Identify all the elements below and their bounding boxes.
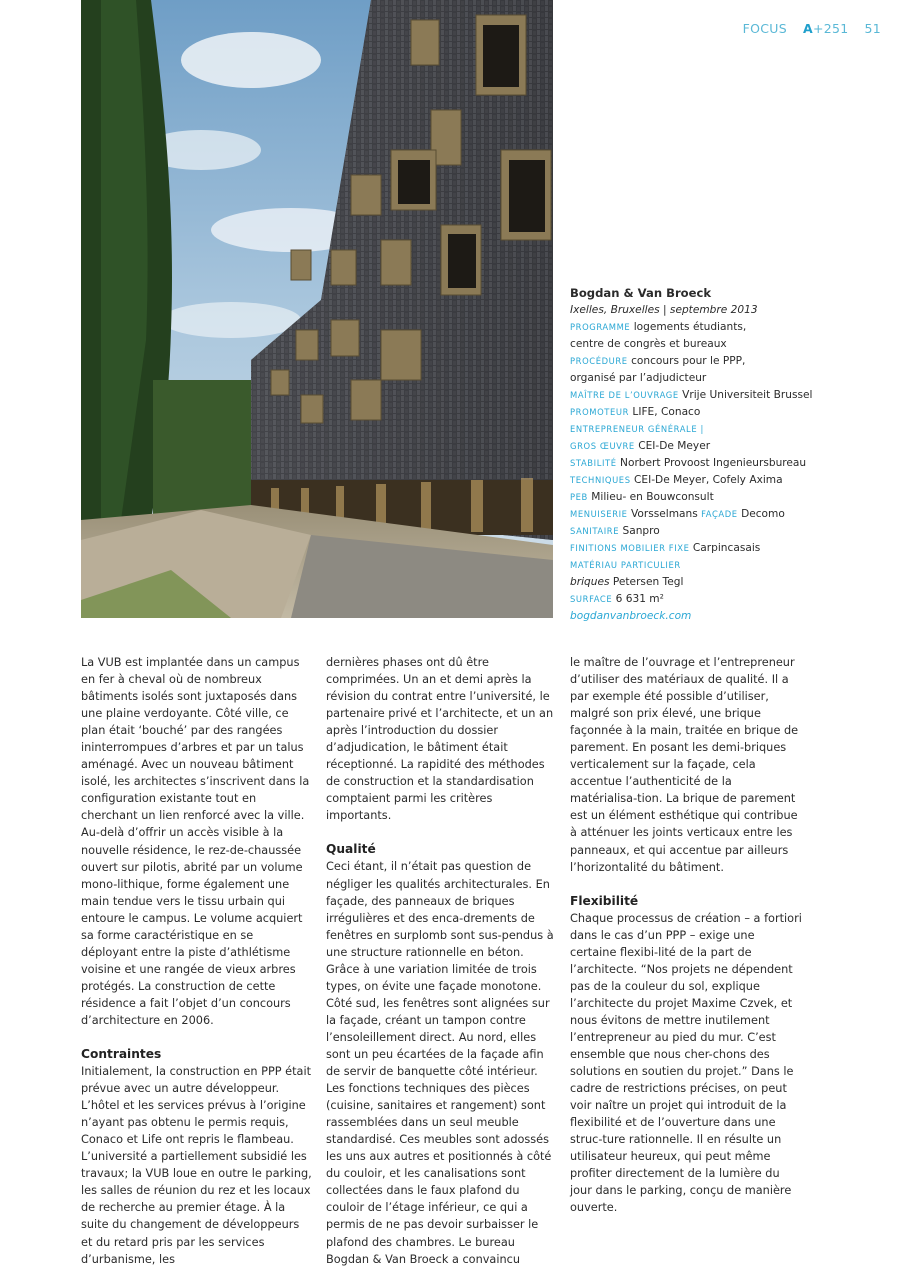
section-label: FOCUS	[742, 21, 787, 36]
credit-programme-cont: centre de congrès et bureaux	[570, 338, 727, 350]
brand-a: A	[802, 21, 813, 36]
credit-peb	[570, 489, 830, 506]
credit-label: TECHNIQUES	[570, 475, 631, 485]
paragraph: Chaque processus de création – a fortiori dans le cas d’un PPP – exige une certaine flexibi-lité de la part de l’architecte. “Nos projets ne dépendent pas de la couleur du sol, explique l’architecte du projet Maxime Czvek, et nous évitons de mettre inutilement l’entrepreneur au pied du mur. C’est ensemble que nous cher-chons des solutions en soutien du projet.” Dans le cadre de restrictions précises, on peut voir naître un projet qui introduit de la flexibilité et de l’ouverture dans une struc-ture rationnelle. Il en résulte un utilisateur heureux, qui peut même profiter directement de la lumière du jour dans le parking, conçu de manière ouverte.	[570, 911, 802, 1215]
credit-procedure-cont: organisé par l’adjudicteur	[570, 372, 707, 384]
credit-label: SURFACE	[570, 594, 613, 604]
paragraph: dernières phases ont dû être comprimées. Un an et demi après la révision du contrat entre l’université, le partenaire privé et l’architecte, et un an après l’introduction du dossier d’adjudication, le bâtiment était réceptionné. La rapidité des méthodes de construction et la standardisation comptaient parmi les critères importants.	[326, 656, 554, 823]
credit-value: LIFE, Conaco	[632, 406, 701, 418]
heading-flexibilite: Flexibilité	[570, 893, 639, 908]
credit-entrepreneur	[570, 421, 830, 438]
paragraph: le maître de l’ouvrage et l’entrepreneur d’utiliser des matériaux de qualité. Il a par exemple été possible d’utiliser, malgré son prix élevé, une brique façonnée à la main, traitée en brique de parement. En posant les demi-briques verticalement sur la façade, cela accentue l’authenticité de la matérialisa-tion. La brique de parement est un élément esthétique qui contribue à atténuer les joints verticaux entre les panneaux, et qui accentue par ailleurs l’horizontalité du bâtiment.	[570, 656, 799, 874]
credit-label: GROS ŒUVRE	[570, 441, 635, 451]
article-column-3	[570, 654, 802, 1216]
credit-finitions	[570, 540, 830, 557]
page-header	[743, 21, 881, 36]
credit-label: SANITAIRE	[570, 526, 620, 536]
credit-surface	[570, 591, 830, 608]
credit-value: Decomo	[741, 508, 785, 520]
credit-gros-oeuvre	[570, 438, 830, 455]
magazine-brand	[803, 21, 849, 36]
credit-label: PROCÉDURE	[570, 356, 628, 366]
credit-value: Norbert Provoost Ingenieursbureau	[620, 457, 807, 469]
credit-label: briques	[570, 576, 610, 588]
credit-label: MATÉRIAU PARTICULIER	[570, 560, 681, 570]
brand-issue: +251	[812, 21, 849, 36]
credit-value: concours pour le PPP,	[631, 355, 746, 367]
photo-illustration	[81, 0, 553, 618]
credit-value: Petersen Tegl	[612, 576, 684, 588]
studio-name: Bogdan & Van Broeck	[570, 286, 712, 300]
article-column-2	[326, 654, 558, 1268]
credit-menuiserie	[570, 506, 830, 523]
heading-contraintes: Contraintes	[81, 1047, 162, 1062]
credit-stabilite	[570, 455, 830, 472]
credit-sanitaire	[570, 523, 830, 540]
credit-label: ENTREPRENEUR GÉNÉRALE |	[570, 424, 704, 434]
credit-value: Carpincasais	[692, 542, 761, 554]
credit-briques	[570, 574, 830, 591]
paragraph: Initialement, la construction en PPP était prévue avec un autre développeur. L’hôtel et les services prévus à l’origine n’ayant pas obtenu le permis requis, Conaco et Life ont repris le flambeau. L’université a partiellement subsidié les travaux; la VUB loue en outre le parking, les salles de réunion du rez et les locaux de recherche au premier étage. À la suite du changement de développeurs et du retard pris par les services d’urbanisme, les	[81, 1065, 312, 1266]
credit-label: FINITIONS MOBILIER FIXE	[570, 543, 690, 553]
building-facade-photo	[81, 0, 553, 618]
credit-value: Sanpro	[622, 525, 660, 537]
credit-value: CEI-De Meyer	[638, 440, 711, 452]
credit-maitre	[570, 387, 830, 404]
paragraph: Ceci étant, il n’était pas question de négliger les qualités architecturales. En façade, des panneaux de briques irrégulières et des enca-drements de fenêtres en surplomb sont sus-pendus à une structure rationnelle en béton. Grâce à une variation limitée de trois types, on évite une façade monotone. Côté sud, les fenêtres sont alignées sur la façade, créant un tampon contre l’ensoleillement direct. Au nord, elles sont un peu écartées de la façade afin de servir de banquette côté intérieur. Les fonctions techniques des pièces (cuisine, sanitaires et rangement) sont rassemblées dans un seul meuble standardisé. Ces meubles sont adossés les uns aux autres et positionnés à côté du couloir, et les canalisations sont collectées dans le faux plafond du couloir de l’étage inférieur, ce qui a permis de ne pas devoir surbaisser le plafond des chambres. Le bureau Bogdan & Van Broeck a convaincu	[326, 860, 554, 1266]
credit-procedure	[570, 353, 830, 370]
credit-value: Milieu- en Bouwconsult	[591, 491, 714, 503]
credit-label: MENUISERIE	[570, 509, 628, 519]
credit-promoteur	[570, 404, 830, 421]
website-link[interactable]: bogdanvanbroeck.com	[570, 610, 692, 622]
credit-label: STABILITÉ	[570, 458, 617, 468]
paragraph: La VUB est implantée dans un campus en fer à cheval où de nombreux bâtiments isolés sont juxtaposés dans une plaine verdoyante. Côté ville, ce plan était ‘bouché’ par des rangées ininterrompues d’arbres et par un talus aménagé. Avec un nouveau bâtiment isolé, les architectes s’inscrivent dans la configuration existante tout en cherchant un lien renforcé avec la ville. Au-delà d’offrir un accès visible à la nouvelle résidence, le rez-de-chaussée ouvert sur pilotis, abrité par un volume mono-lithique, forme également une main tendue vers le tissu urbain qui entoure le campus. Le volume acquiert sa forme caractéristique en se déployant entre la piste d’athlétisme voisine et une rangée de vieux arbres protégés. La construction de cette résidence a fait l’objet d’un concours d’architecture en 2006.	[81, 656, 310, 1027]
article-column-1	[81, 654, 313, 1268]
project-credits	[570, 285, 830, 625]
page-number: 51	[864, 21, 881, 36]
credit-value: 6 631 m²	[615, 593, 664, 605]
credit-programme	[570, 319, 830, 336]
credit-value: Vrije Universiteit Brussel	[682, 389, 813, 401]
credit-label: PROMOTEUR	[570, 407, 630, 417]
credit-label: FAÇADE	[701, 509, 738, 519]
credit-value: logements étudiants,	[633, 321, 747, 333]
credit-value: Vorsselmans	[630, 508, 698, 520]
credit-label: MAÎTRE DE L’OUVRAGE	[570, 390, 679, 400]
project-location-date: Ixelles, Bruxelles | septembre 2013	[570, 304, 758, 316]
heading-qualite: Qualité	[326, 842, 376, 857]
credit-label: PROGRAMME	[570, 322, 631, 332]
credit-label: PEB	[570, 492, 588, 502]
credit-materiau	[570, 557, 830, 574]
credit-techniques	[570, 472, 830, 489]
credit-value: CEI-De Meyer, Cofely Axima	[634, 474, 783, 486]
